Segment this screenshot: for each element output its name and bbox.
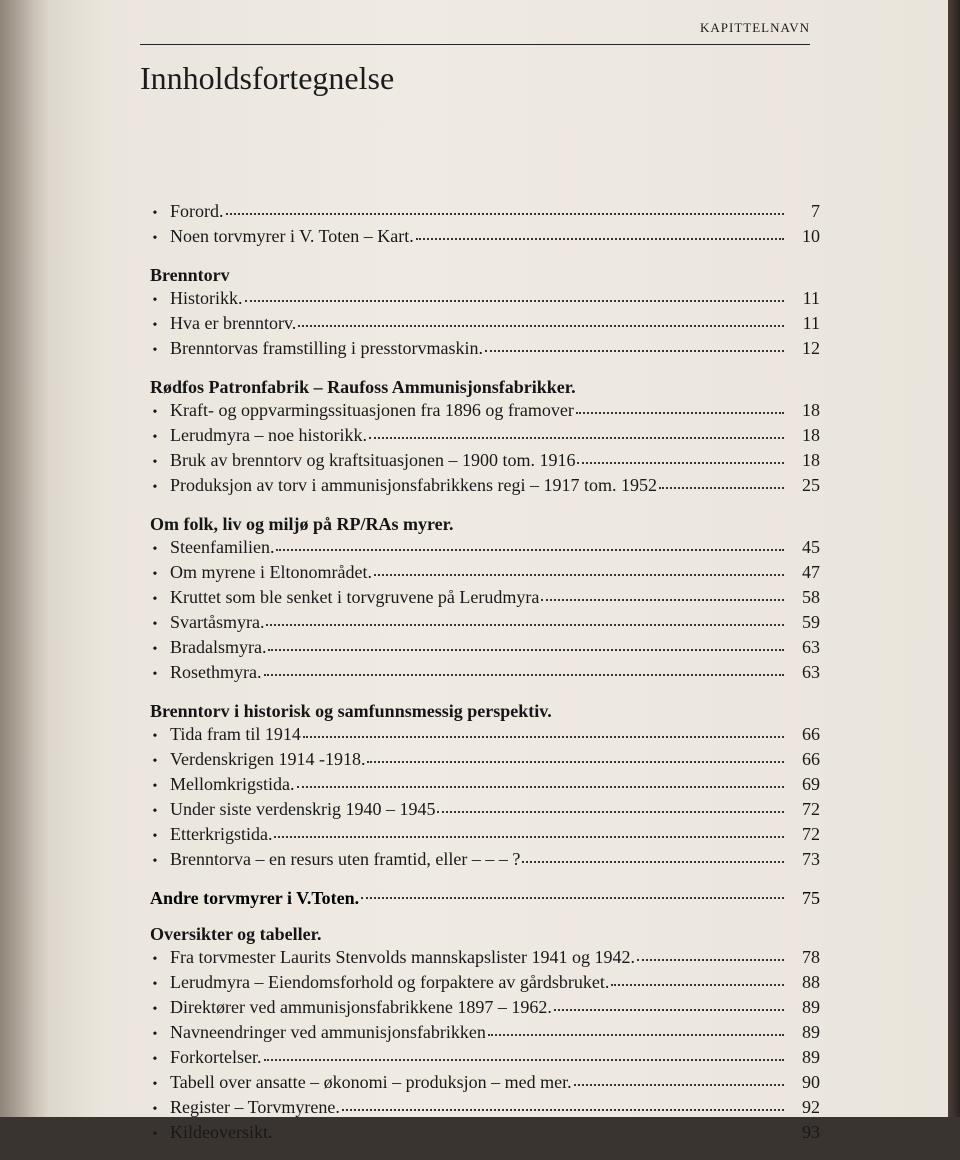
page-edge — [948, 0, 960, 1117]
dot-leader — [342, 1109, 784, 1111]
toc-entry — [140, 337, 820, 362]
entry-title: Mellomkrigstida. — [170, 774, 295, 794]
entry-title: Rosethmyra. — [170, 662, 262, 682]
bullet-icon: • — [152, 293, 158, 308]
page-number: 69 — [802, 774, 820, 794]
toc-section — [140, 700, 820, 873]
bullet-icon: • — [152, 567, 158, 582]
page-number: 7 — [811, 201, 820, 221]
dot-leader — [264, 1059, 785, 1061]
dot-leader — [245, 300, 784, 302]
page-number: 66 — [802, 749, 820, 769]
toc-entry — [140, 474, 820, 499]
page-number: 92 — [802, 1097, 820, 1117]
page-number: 11 — [802, 313, 820, 333]
bullet-icon: • — [152, 952, 158, 967]
toc-entry — [140, 996, 820, 1021]
bullet-icon: • — [152, 455, 158, 470]
entry-title: Verdenskrigen 1914 -1918. — [170, 749, 366, 769]
entry-title: Navneendringer ved ammunisjonsfabrikken — [170, 1022, 486, 1042]
toc-entry — [140, 661, 820, 686]
dot-leader — [274, 836, 784, 838]
dot-leader — [276, 549, 784, 551]
toc-entry — [140, 200, 820, 225]
table-of-contents — [140, 200, 820, 1160]
toc-section — [140, 200, 820, 250]
entry-title: Brenntorvas framstilling i presstorvmaskin. — [170, 338, 483, 358]
bullet-icon: • — [152, 542, 158, 557]
bullet-icon: • — [152, 480, 158, 495]
entry-title: Svartåsmyra. — [170, 612, 265, 632]
page-title: Innholdsfortegnelse — [140, 60, 395, 96]
bullet-icon: • — [152, 1002, 158, 1017]
toc-entry — [140, 287, 820, 312]
page-number: 45 — [802, 537, 820, 557]
entry-title: Forkortelser. — [170, 1047, 262, 1067]
section-heading: Brenntorv — [150, 265, 230, 285]
section-heading: Om folk, liv og miljø på RP/RAs myrer. — [150, 514, 454, 534]
dot-leader — [576, 412, 784, 414]
toc-section — [140, 923, 820, 1146]
page-number: 12 — [802, 338, 820, 358]
page-number: 25 — [802, 475, 820, 495]
dot-leader — [367, 761, 784, 763]
toc-entry — [140, 399, 820, 424]
book-gutter — [0, 0, 48, 1117]
bullet-icon: • — [152, 779, 158, 794]
toc-entry — [140, 611, 820, 636]
dot-leader — [374, 574, 784, 576]
entry-title: Historikk. — [170, 288, 243, 308]
entry-title: Forord. — [170, 201, 224, 221]
page-number: 18 — [802, 450, 820, 470]
dot-leader — [274, 1134, 784, 1136]
toc-section — [140, 264, 820, 362]
toc-section — [140, 887, 820, 909]
page-number: 89 — [802, 1047, 820, 1067]
toc-entry — [140, 586, 820, 611]
toc-entry — [140, 536, 820, 561]
dot-leader — [485, 350, 784, 352]
page-number: 10 — [802, 226, 820, 246]
bullet-icon: • — [152, 667, 158, 682]
bullet-icon: • — [152, 1052, 158, 1067]
toc-entry — [140, 723, 820, 748]
toc-section — [140, 513, 820, 686]
bullet-icon: • — [152, 430, 158, 445]
dot-leader — [297, 786, 785, 788]
entry-title: Tida fram til 1914 — [170, 724, 301, 744]
bullet-icon: • — [152, 343, 158, 358]
bullet-icon: • — [152, 617, 158, 632]
entry-title: Bruk av brenntorv og kraftsituasjonen – 1900 tom. 1916 — [170, 450, 576, 470]
dot-leader — [637, 959, 784, 961]
dot-leader — [522, 861, 784, 863]
bullet-icon: • — [152, 206, 158, 221]
toc-entry — [140, 1021, 820, 1046]
toc-entry — [140, 1121, 820, 1146]
dot-leader — [226, 213, 785, 215]
entry-title: Under siste verdenskrig 1940 – 1945 — [170, 799, 436, 819]
bullet-icon: • — [152, 977, 158, 992]
dot-leader — [266, 624, 784, 626]
page-number: 11 — [802, 288, 820, 308]
dot-leader — [298, 325, 784, 327]
page-number: 66 — [802, 724, 820, 744]
dot-leader — [369, 437, 784, 439]
entry-title: Tabell over ansatte – økonomi – produksjon – med mer. — [170, 1072, 572, 1092]
page-number: 90 — [802, 1072, 820, 1092]
entry-title: Kruttet som ble senket i torvgruvene på Lerudmyra — [170, 587, 540, 607]
page-number: 18 — [802, 425, 820, 445]
section-heading: Rødfos Patronfabrik – Raufoss Ammunisjonsfabrikker. — [150, 377, 576, 397]
dot-leader — [264, 674, 785, 676]
section-heading: Andre torvmyrer i V.Toten. — [150, 888, 360, 908]
dot-leader — [268, 649, 784, 651]
entry-title: Brenntorva – en resurs uten framtid, eller – – – ? — [170, 849, 521, 869]
dot-leader — [659, 487, 784, 489]
entry-title: Noen torvmyrer i V. Toten – Kart. — [170, 226, 414, 246]
page-number: 63 — [802, 662, 820, 682]
dot-leader — [416, 238, 784, 240]
entry-title: Steenfamilien. — [170, 537, 275, 557]
bullet-icon: • — [152, 1077, 158, 1092]
running-head: KAPITTELNAVN — [700, 20, 810, 35]
page-number: 73 — [802, 849, 820, 869]
dot-leader — [577, 462, 784, 464]
toc-entry — [140, 946, 820, 971]
toc-entry — [140, 971, 820, 996]
header-rule — [140, 44, 810, 45]
dot-leader — [361, 897, 784, 899]
page-number: 18 — [802, 400, 820, 420]
bullet-icon: • — [152, 642, 158, 657]
bullet-icon: • — [152, 592, 158, 607]
toc-entry — [140, 798, 820, 823]
bullet-icon: • — [152, 804, 158, 819]
bullet-icon: • — [152, 318, 158, 333]
bullet-icon: • — [152, 1127, 158, 1142]
bullet-icon: • — [152, 829, 158, 844]
entry-title: Om myrene i Eltonområdet. — [170, 562, 372, 582]
page-number: 93 — [802, 1122, 820, 1142]
page-number: 78 — [802, 947, 820, 967]
toc-entry — [140, 424, 820, 449]
dot-leader — [554, 1009, 784, 1011]
toc-entry — [140, 1096, 820, 1121]
toc-entry — [140, 225, 820, 250]
entry-title: Kildeoversikt. — [170, 1122, 273, 1142]
bullet-icon: • — [152, 754, 158, 769]
entry-title: Hva er brenntorv. — [170, 313, 297, 333]
bullet-icon: • — [152, 729, 158, 744]
entry-title: Lerudmyra – noe historikk. — [170, 425, 367, 445]
toc-entry — [140, 636, 820, 661]
page-number: 58 — [802, 587, 820, 607]
page-number: 63 — [802, 637, 820, 657]
page-number: 88 — [802, 972, 820, 992]
entry-title: Lerudmyra – Eiendomsforhold og forpaktere av gårdsbruket. — [170, 972, 610, 992]
dot-leader — [574, 1084, 784, 1086]
page-number: 89 — [802, 1022, 820, 1042]
page-number: 72 — [802, 824, 820, 844]
bullet-icon: • — [152, 854, 158, 869]
section-heading-entry — [150, 887, 820, 909]
dot-leader — [437, 811, 784, 813]
toc-entry — [140, 449, 820, 474]
page-number: 72 — [802, 799, 820, 819]
toc-entry — [140, 561, 820, 586]
entry-title: Produksjon av torv i ammunisjonsfabrikkens regi – 1917 tom. 1952 — [170, 475, 657, 495]
entry-title: Fra torvmester Laurits Stenvolds mannskapslister 1941 og 1942. — [170, 947, 635, 967]
page-number: 89 — [802, 997, 820, 1017]
entry-title: Direktører ved ammunisjonsfabrikkene 1897 – 1962. — [170, 997, 552, 1017]
bullet-icon: • — [152, 1102, 158, 1117]
page-number: 59 — [802, 612, 820, 632]
toc-entry — [140, 1046, 820, 1071]
entry-title: Register – Torvmyrene. — [170, 1097, 340, 1117]
entry-title: Bradalsmyra. — [170, 637, 267, 657]
dot-leader — [488, 1034, 784, 1036]
dot-leader — [541, 599, 784, 601]
toc-entry — [140, 312, 820, 337]
page-number: 47 — [802, 562, 820, 582]
section-heading: Oversikter og tabeller. — [150, 924, 322, 944]
toc-entry — [140, 748, 820, 773]
bullet-icon: • — [152, 405, 158, 420]
dot-leader — [303, 736, 784, 738]
section-heading: Brenntorv i historisk og samfunnsmessig perspektiv. — [150, 701, 552, 721]
page-number: 75 — [802, 888, 820, 908]
toc-entry — [140, 823, 820, 848]
toc-section — [140, 376, 820, 499]
toc-entry — [140, 773, 820, 798]
toc-entry — [140, 1071, 820, 1096]
toc-entry — [140, 848, 820, 873]
entry-title: Etterkrigstida. — [170, 824, 273, 844]
entry-title: Kraft- og oppvarmingssituasjonen fra 1896 og framover — [170, 400, 574, 420]
bullet-icon: • — [152, 231, 158, 246]
bullet-icon: • — [152, 1027, 158, 1042]
dot-leader — [611, 984, 784, 986]
